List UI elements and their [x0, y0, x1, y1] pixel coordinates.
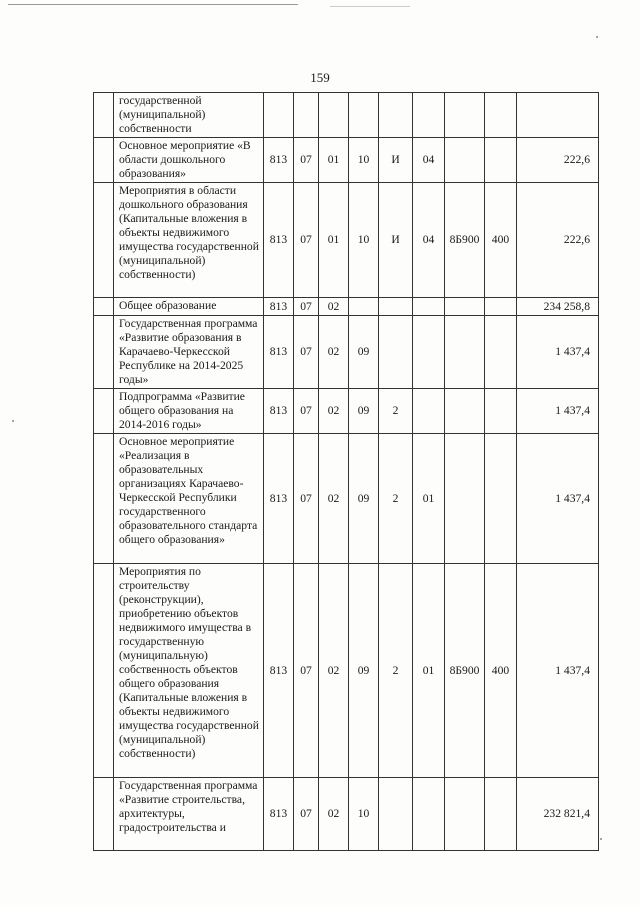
scan-edge-line	[8, 4, 298, 5]
rz-cell: 07	[294, 778, 319, 851]
page-number: 159	[310, 70, 330, 85]
sum-cell: 222,6	[517, 183, 599, 298]
rz-cell: 07	[294, 183, 319, 298]
vr-cell	[485, 434, 517, 564]
vr-cell: 400	[485, 564, 517, 778]
om-cell	[413, 389, 445, 434]
pp-cell: 2	[379, 389, 413, 434]
table-row	[94, 298, 599, 316]
om-cell: 04	[413, 183, 445, 298]
napr-cell	[445, 316, 485, 389]
row-name-cell: Мероприятия по строительству (реконструкции), приобретению объектов недвижимого имущества в государственную (муниципальную) собственность объектов общего образования (Капитальные вложения в объекты недвижимого имущества государственной (муниципальной) собственности)	[114, 564, 264, 778]
vr-cell	[485, 298, 517, 316]
rz-cell: 07	[294, 434, 319, 564]
gp-cell: 09	[349, 389, 379, 434]
pp-cell	[379, 778, 413, 851]
vr-cell	[485, 778, 517, 851]
om-cell	[413, 778, 445, 851]
grbs-cell: 813	[264, 778, 294, 851]
pr-cell: 01	[319, 138, 349, 183]
rz-cell	[294, 93, 319, 138]
scan-speck	[12, 420, 14, 422]
blank-cell	[94, 316, 114, 389]
vr-cell: 400	[485, 183, 517, 298]
vr-cell	[485, 389, 517, 434]
sum-cell: 1 437,4	[517, 316, 599, 389]
gp-cell: 10	[349, 183, 379, 298]
table-row	[94, 434, 599, 564]
table-row	[94, 778, 599, 851]
row-name-cell: Мероприятия в области дошкольного образования (Капитальные вложения в объекты недвижимого имущества государственной (муниципальной) собственности)	[114, 183, 264, 298]
grbs-cell: 813	[264, 316, 294, 389]
scan-edge-line	[330, 6, 410, 7]
grbs-cell: 813	[264, 183, 294, 298]
table-row	[94, 93, 599, 138]
napr-cell	[445, 298, 485, 316]
sum-cell: 232 821,4	[517, 778, 599, 851]
napr-cell: 8Б900	[445, 183, 485, 298]
gp-cell: 10	[349, 138, 379, 183]
sum-cell: 1 437,4	[517, 434, 599, 564]
table-row	[94, 389, 599, 434]
vr-cell	[485, 93, 517, 138]
blank-cell	[94, 138, 114, 183]
sum-cell: 1 437,4	[517, 564, 599, 778]
rz-cell: 07	[294, 389, 319, 434]
row-name-cell: Государственная программа «Развитие образования в Карачаево-Черкесской Республике на 2014-2025 годы»	[114, 316, 264, 389]
blank-cell	[94, 564, 114, 778]
pr-cell: 02	[319, 298, 349, 316]
gp-cell	[349, 298, 379, 316]
om-cell: 04	[413, 138, 445, 183]
grbs-cell: 813	[264, 138, 294, 183]
gp-cell	[349, 93, 379, 138]
table-row	[94, 564, 599, 778]
grbs-cell: 813	[264, 389, 294, 434]
sum-cell: 222,6	[517, 138, 599, 183]
om-cell	[413, 316, 445, 389]
row-name-cell: Подпрограмма «Развитие общего образования на 2014-2016 годы»	[114, 389, 264, 434]
grbs-cell: 813	[264, 564, 294, 778]
napr-cell	[445, 434, 485, 564]
row-name-cell: Общее образование	[114, 298, 264, 316]
grbs-cell: 813	[264, 298, 294, 316]
rz-cell: 07	[294, 298, 319, 316]
gp-cell: 09	[349, 564, 379, 778]
napr-cell	[445, 138, 485, 183]
rz-cell: 07	[294, 316, 319, 389]
blank-cell	[94, 298, 114, 316]
pr-cell: 02	[319, 434, 349, 564]
row-name-cell: государственной (муниципальной) собственности	[114, 93, 264, 138]
sum-cell: 234 258,8	[517, 298, 599, 316]
vr-cell	[485, 138, 517, 183]
pr-cell	[319, 93, 349, 138]
gp-cell: 09	[349, 316, 379, 389]
table-row	[94, 316, 599, 389]
row-name-cell: Основное мероприятие «Реализация в образовательных организациях Карачаево-Черкесской Республики государственного образовательного стандарта общего образования»	[114, 434, 264, 564]
sum-cell: 1 437,4	[517, 389, 599, 434]
pp-cell: И	[379, 183, 413, 298]
napr-cell: 8Б900	[445, 564, 485, 778]
grbs-cell	[264, 93, 294, 138]
blank-cell	[94, 183, 114, 298]
row-name-cell: Основное мероприятие «В области дошкольного образования»	[114, 138, 264, 183]
napr-cell	[445, 778, 485, 851]
sum-cell	[517, 93, 599, 138]
om-cell	[413, 93, 445, 138]
scan-speck	[600, 838, 602, 840]
om-cell	[413, 298, 445, 316]
om-cell: 01	[413, 564, 445, 778]
blank-cell	[94, 389, 114, 434]
table-row	[94, 183, 599, 298]
rz-cell: 07	[294, 138, 319, 183]
pp-cell: 2	[379, 434, 413, 564]
pp-cell: 2	[379, 564, 413, 778]
vr-cell	[485, 316, 517, 389]
blank-cell	[94, 434, 114, 564]
pr-cell: 02	[319, 564, 349, 778]
pr-cell: 02	[319, 778, 349, 851]
grbs-cell: 813	[264, 434, 294, 564]
gp-cell: 09	[349, 434, 379, 564]
table-row	[94, 138, 599, 183]
pr-cell: 02	[319, 389, 349, 434]
rz-cell: 07	[294, 564, 319, 778]
pp-cell	[379, 298, 413, 316]
napr-cell	[445, 93, 485, 138]
om-cell: 01	[413, 434, 445, 564]
pr-cell: 02	[319, 316, 349, 389]
pp-cell	[379, 93, 413, 138]
napr-cell	[445, 389, 485, 434]
scan-speck	[596, 36, 598, 38]
budget-table	[93, 92, 599, 851]
pp-cell	[379, 316, 413, 389]
blank-cell	[94, 778, 114, 851]
row-name-cell: Государственная программа «Развитие строительства, архитектуры, градостроительства и	[114, 778, 264, 851]
blank-cell	[94, 93, 114, 138]
pp-cell: И	[379, 138, 413, 183]
gp-cell: 10	[349, 778, 379, 851]
pr-cell: 01	[319, 183, 349, 298]
